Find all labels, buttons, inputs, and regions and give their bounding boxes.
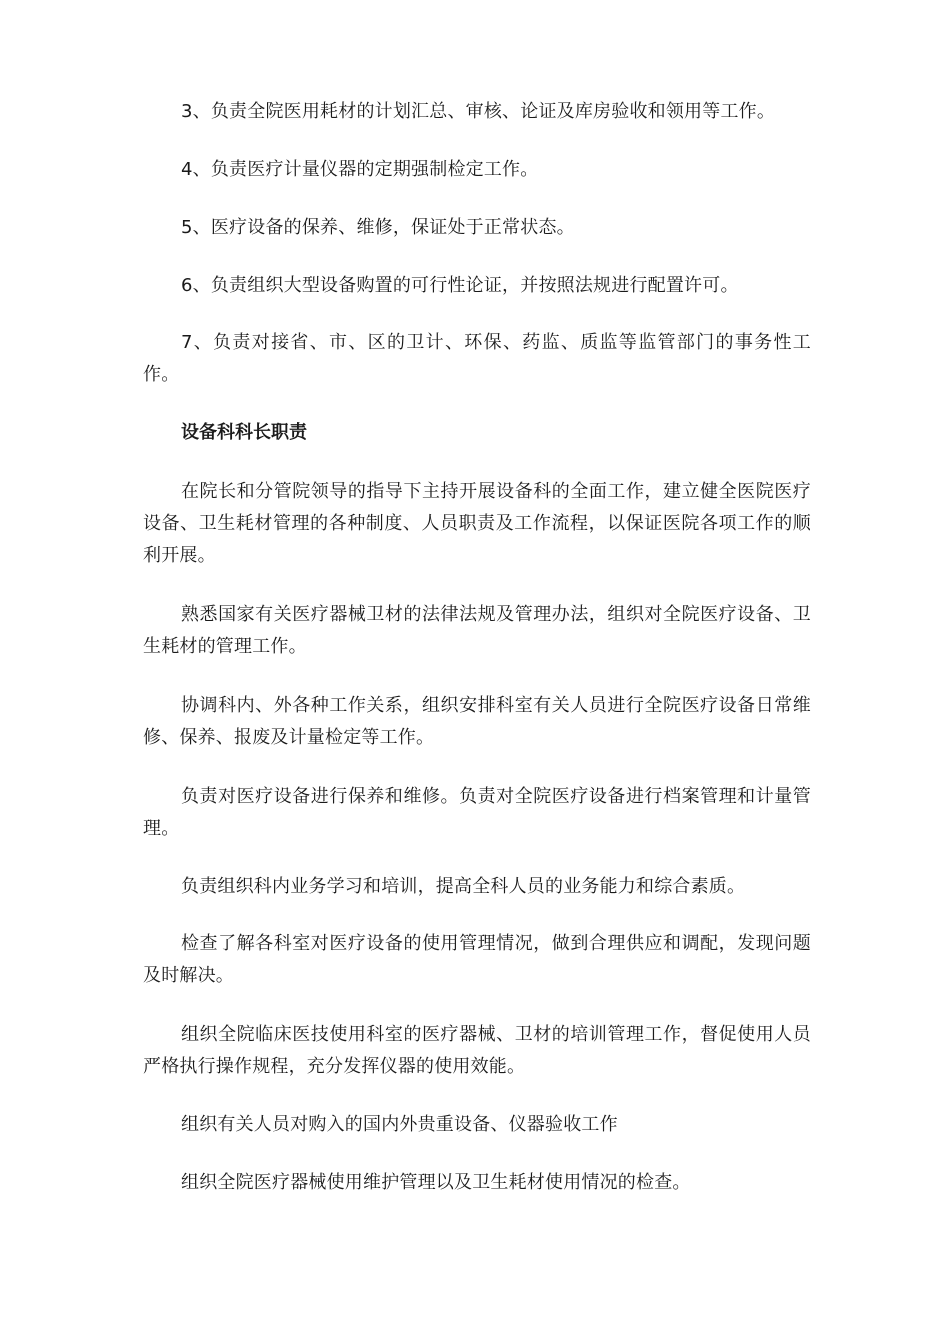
duty-paragraph: 在院长和分管院领导的指导下主持开展设备科的全面工作，建立健全医院医疗设备、卫生耗材管理的各种制度、人员职责及工作流程，以保证医院各项工作的顺利开展。 [143,481,811,566]
list-item: 4、负责医疗计量仪器的定期强制检定工作。 [181,159,539,180]
list-item: 6、负责组织大型设备购置的可行性论证，并按照法规进行配置许可。 [181,275,739,296]
duty-paragraph: 熟悉国家有关医疗器械卫材的法律法规及管理办法，组织对全院医疗设备、卫生耗材的管理工作。 [143,604,811,657]
duty-paragraph: 检查了解各科室对医疗设备的使用管理情况，做到合理供应和调配，发现问题及时解决。 [143,933,811,986]
duty-paragraph: 协调科内、外各种工作关系，组织安排科室有关人员进行全院医疗设备日常维修、保养、报废及计量检定等工作。 [143,695,811,748]
duty-paragraph: 组织有关人员对购入的国内外贵重设备、仪器验收工作 [181,1114,618,1135]
section-heading: 设备科科长职责 [181,422,307,443]
duty-paragraph: 负责对医疗设备进行保养和维修。负责对全院医疗设备进行档案管理和计量管理。 [143,786,811,839]
duty-paragraph: 组织全院医疗器械使用维护管理以及卫生耗材使用情况的检查。 [181,1172,691,1193]
list-item: 5、医疗设备的保养、维修，保证处于正常状态。 [181,217,575,238]
duty-paragraph: 组织全院临床医技使用科室的医疗器械、卫材的培训管理工作，督促使用人员严格执行操作规程，充分发挥仪器的使用效能。 [143,1024,811,1077]
duty-paragraph: 负责组织科内业务学习和培训，提高全科人员的业务能力和综合素质。 [181,876,746,897]
list-item: 7、负责对接省、市、区的卫计、环保、药监、质监等监管部门的事务性工作。 [143,332,811,385]
list-item: 3、负责全院医用耗材的计划汇总、审核、论证及库房验收和领用等工作。 [181,101,776,122]
